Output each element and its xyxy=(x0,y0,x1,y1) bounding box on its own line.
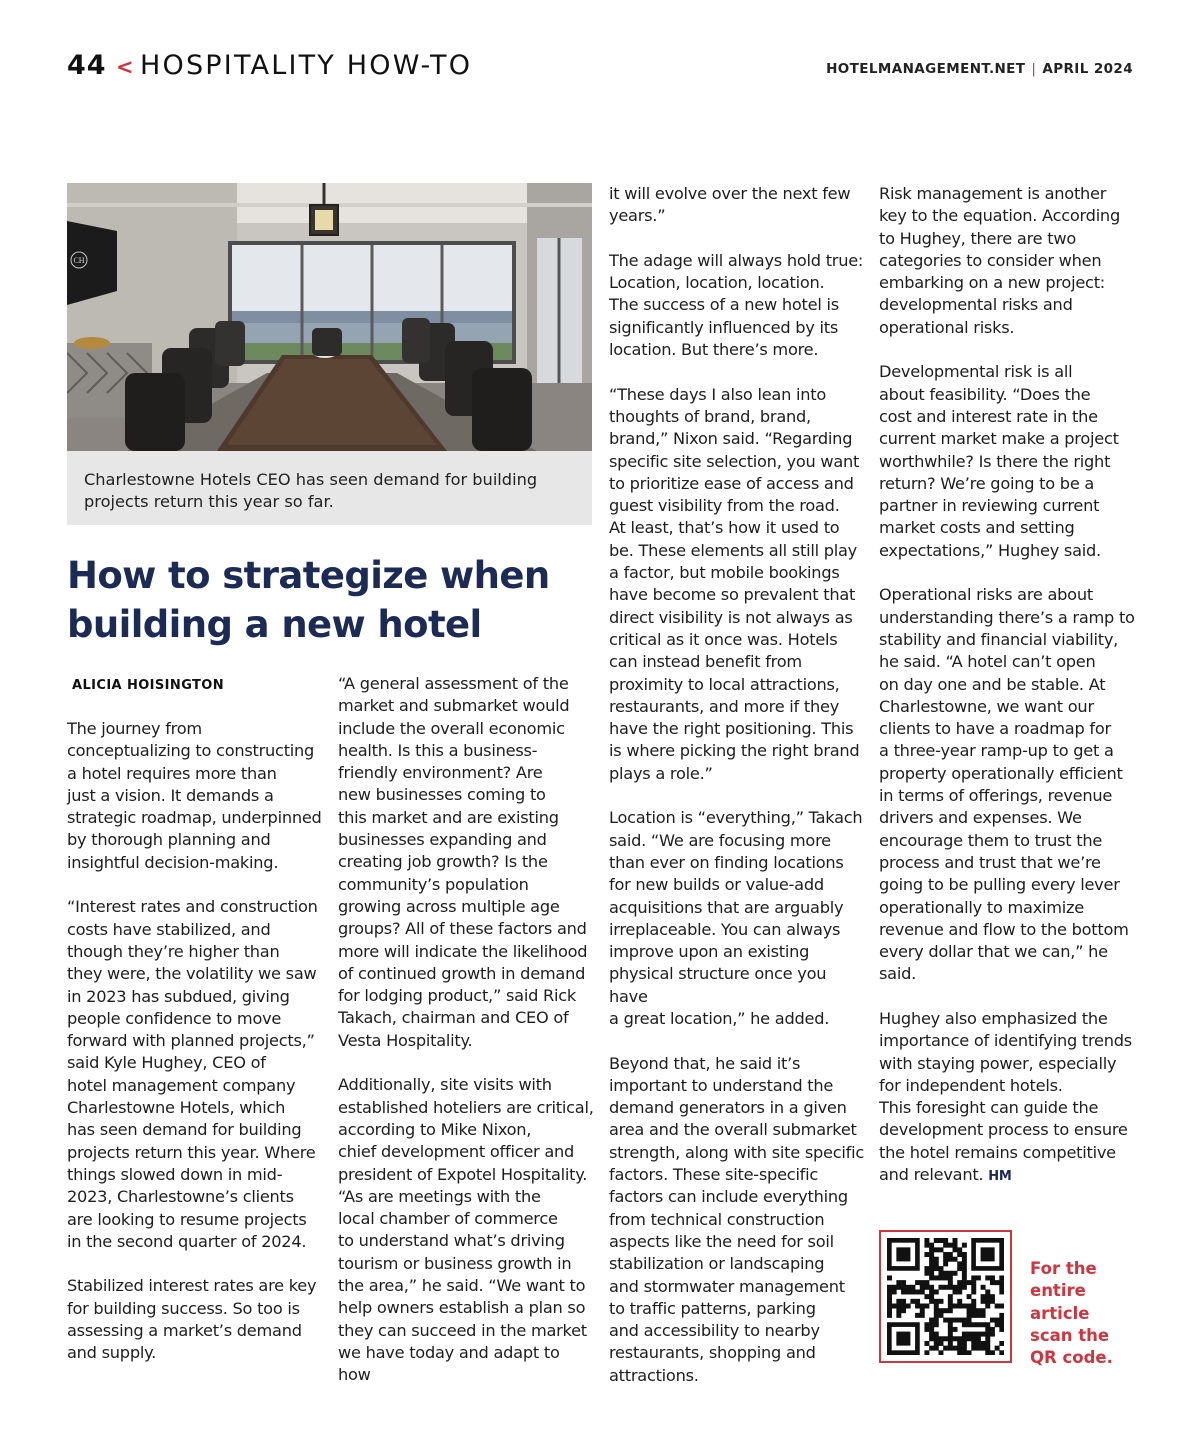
site-name: HOTELMANAGEMENT.NET xyxy=(826,61,1026,77)
paragraph: Beyond that, he said it’s important to understand the demand generators in a given area and the overall submarket strength, along with site specific factors. These site-specific factors can include everything from technical construction aspects like the need for soil stabilization or landscaping and stormwater management to traffic patterns, parking and accessibility to nearby restaurants, shopping and attractions. xyxy=(609,1053,865,1385)
photo-caption: Charlestowne Hotels CEO has seen demand for building projects return this year so far. xyxy=(67,451,592,525)
tv-logo: CH xyxy=(73,256,85,265)
paragraph: Operational risks are about understanding there’s a ramp to stability and financial viability, he said. “A hotel can’t open on day one and be stable. At Charlestowne, we want our clients to have a roadmap for a three-year ramp-up to get a property operationally efficient in terms of offerings, revenue drivers and expenses. We encourage them to trust the process and trust that we’re going to be pulling every lever operationally to maximize revenue and flow to the bottom every dollar that we can,” he said. xyxy=(879,585,1135,984)
paragraph: Risk management is another key to the equation. According to Hughey, there are two categories to consider when embarking on a new project: developmental risks and operational risks. xyxy=(879,184,1120,337)
end-mark: HM xyxy=(988,1169,1012,1185)
paragraph: Additionally, site visits with established hoteliers are critical, according to Mike Nixon, chief development officer and president of Expotel Hospitality. “As are meetings with the local chamber of commerce to understand what’s driving tourism or business growth in the area,” he said. “We want to help owners establish a plan so they can succeed in the market we have today and adapt to how xyxy=(338,1075,594,1385)
paragraph: “These days I also lean into thoughts of brand, brand, brand,” Nixon said. “Regarding specific site selection, you want to prioritize ease of access and guest visibility from the road. At least, that’s how it used to be. These elements all still play a factor, but mobile bookings have become so prevalent that direct visibility is not always as critical as it once was. Hotels can instead benefit from proximity to local attractions, restaurants, and more if they have the right positioning. This is where picking the right brand plays a role.” xyxy=(609,384,860,783)
paragraph: “Interest rates and construction costs have stabilized, and though they’re higher than they were, the volatility we saw in 2023 has subdued, giving people confidence to move forward with planned projects,” said Kyle Hughey, CEO of hotel management company Charlestowne Hotels, which has seen demand for building projects return this year. Where things slowed down in mid- 2023, Charlestowne’s clients are looking to resume projects in the second quarter of 2024. xyxy=(67,897,318,1251)
article-headline xyxy=(67,551,592,649)
header-separator: | xyxy=(1031,61,1037,77)
headline-line-1: How to strategize when xyxy=(67,554,550,597)
headline-line-2: building a new hotel xyxy=(67,603,482,646)
paragraph: The journey from conceptualizing to constructing a hotel requires more than just a vision. It demands a strategic roadmap, underpinned by thorough planning and insightful decision-making. xyxy=(67,719,322,872)
chevron-left-icon: < xyxy=(116,55,134,79)
paragraph-final xyxy=(879,1008,1137,1188)
paragraph: The adage will always hold true: Location, location, location. The success of a new hotel is significantly influenced by its location. But there’s more. xyxy=(609,250,864,360)
issue-date: APRIL 2024 xyxy=(1042,61,1133,77)
byline: ALICIA HOISINGTON xyxy=(72,678,225,693)
paragraph: Location is “everything,” Takach said. “We are focusing more than ever on finding locations for new builds or value-add acquisitions that are arguably irreplaceable. You can always improve upon an existing physical structure once you have a great location,” he added. xyxy=(609,808,863,1028)
paragraph: it will evolve over the next few years.” xyxy=(609,184,851,226)
paragraph: Stabilized interest rates are key for building success. So too is assessing a market’s demand and supply. xyxy=(67,1276,317,1363)
article-column-1 xyxy=(67,718,325,1387)
article-column-2 xyxy=(338,673,596,1409)
boardroom-photo xyxy=(67,183,592,451)
article-column-3 xyxy=(609,183,867,1409)
section-title: HOSPITALITY HOW-TO xyxy=(140,50,473,81)
qr-code-icon xyxy=(887,1238,1004,1355)
qr-code[interactable] xyxy=(879,1230,1012,1363)
page-number: 44 xyxy=(67,50,107,81)
paragraph: “A general assessment of the market and submarket would include the overall economic health. Is this a business- friendly environment? Are new businesses coming to this market and are existing businesses expanding and creating job growth? Is the community’s population growing across multiple age groups? All of these factors and more will indicate the likelihood of continued growth in demand for lodging product,” said Rick Takach, chairman and CEO of Vesta Hospitality. xyxy=(338,674,588,1050)
paragraph-final-text: Hughey also emphasized the importance of identifying trends with staying power, especially for independent hotels. This foresight can guide the development process to ensure the hotel remains competitive and relevant. xyxy=(879,1008,1132,1185)
header-right xyxy=(826,61,1133,77)
article-column-4 xyxy=(879,183,1137,1211)
paragraph: Developmental risk is all about feasibility. “Does the cost and interest rate in the current market make a project worthwhile? Is there the right return? We’re going to be a partner in reviewing current market costs and setting expectations,” Hughey said. xyxy=(879,362,1119,560)
qr-instruction: For the entire article scan the QR code. xyxy=(1030,1259,1113,1368)
